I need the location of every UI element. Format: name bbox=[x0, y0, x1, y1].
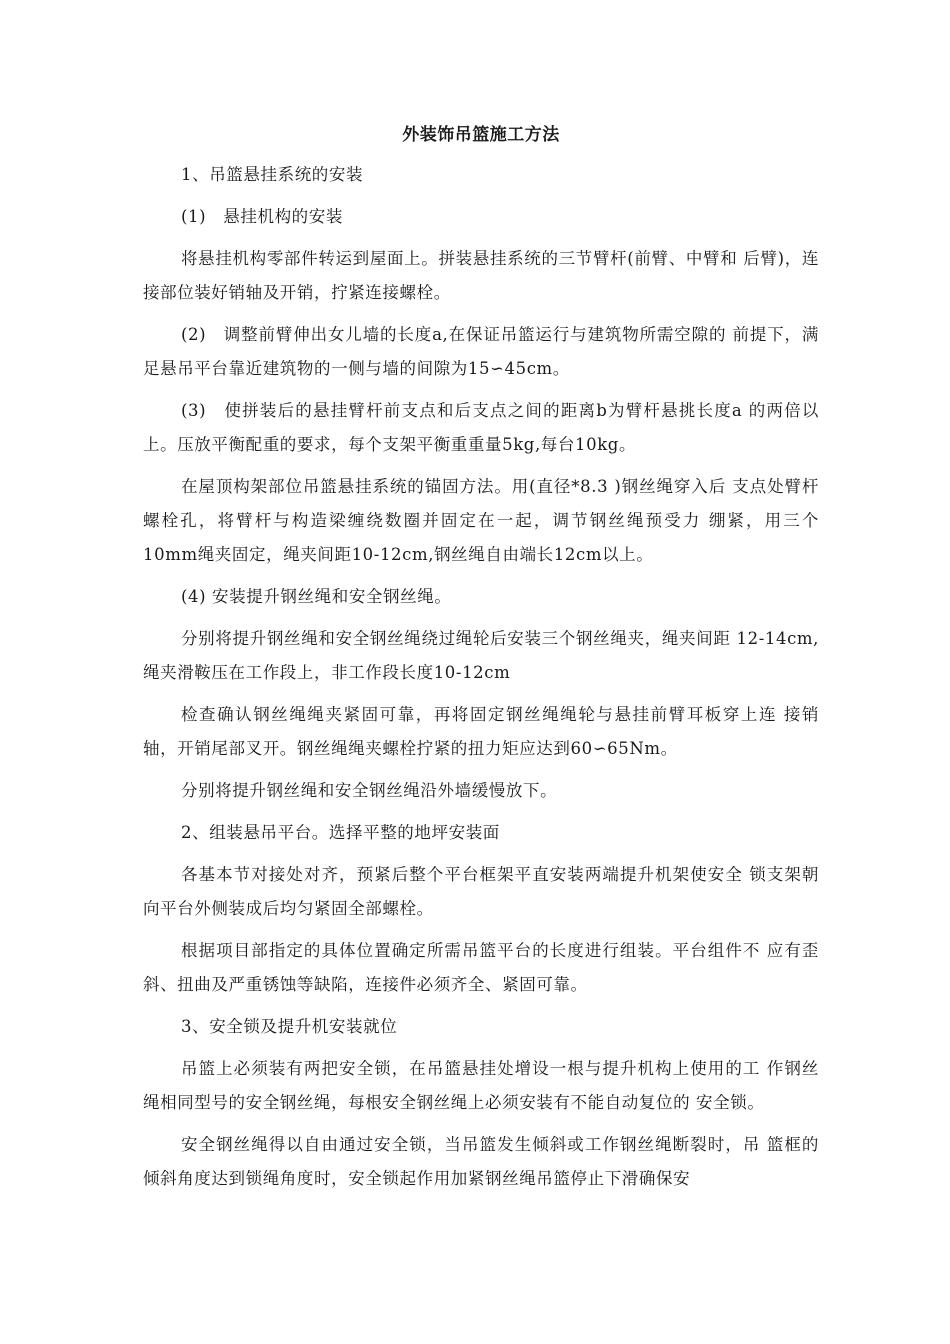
paragraph-safety-rope: 安全钢丝绳得以自由通过安全锁，当吊篮发生倾斜或工作钢丝绳断裂时，吊 篮框的倾斜角度达到锁绳角度时，安全锁起作用加紧钢丝绳吊篮停止下滑确保安 bbox=[143, 1135, 819, 1188]
subsection-heading-1: (1) 悬挂机构的安装 bbox=[181, 207, 343, 226]
paragraph-inspection: 检查确认钢丝绳绳夹紧固可靠，再将固定钢丝绳绳轮与悬挂前臂耳板穿上连 接销轴，开销尾部叉开。钢丝绳绳夹螺栓拧紧的扭力矩应达到60∽65Nm。 bbox=[143, 705, 819, 758]
document-page bbox=[143, 118, 819, 1196]
paragraph-platform-length: 根据项目部指定的具体位置确定所需吊篮平台的长度进行组装。平台组件不 应有歪斜、扭曲及严重锈蚀等缺陷，连接件必须齐全、紧固可靠。 bbox=[143, 941, 819, 994]
paragraph-counterweight: (3) 使拼装后的悬挂臂杆前支点和后支点之间的距离b为臂杆悬挑长度a 的两倍以上。压放平衡配重的要求，每个支架平衡重重量5kg,每台10kg。 bbox=[143, 401, 819, 454]
paragraph-rope-clamps: 分别将提升钢丝绳和安全钢丝绳绕过绳轮后安装三个钢丝绳夹，绳夹间距 12-14cm,绳夹滑鞍压在工作段上，非工作段长度10-12cm bbox=[143, 629, 819, 682]
section-heading-3: 3、安全锁及提升机安装就位 bbox=[181, 1017, 398, 1036]
paragraph-safety-locks: 吊篮上必须装有两把安全锁，在吊篮悬挂处增设一根与提升机构上使用的工 作钢丝绳相同型号的安全钢丝绳，每根安全钢丝绳上必须安装有不能自动复位的 安全锁。 bbox=[143, 1059, 819, 1112]
paragraph-lower-ropes: 分别将提升钢丝绳和安全钢丝绳沿外墙缓慢放下。 bbox=[181, 781, 558, 800]
paragraph-platform-alignment: 各基本节对接处对齐，预紧后整个平台框架平直安装两端提升机架使安全 锁支架朝向平台外侧装成后均匀紧固全部螺栓。 bbox=[143, 865, 819, 918]
paragraph-assembly: 将悬挂机构零部件转运到屋面上。拼装悬挂系统的三节臂杆(前臂、中臂和 后臂)，连接部位装好销轴及开销，拧紧连接螺栓。 bbox=[143, 249, 819, 302]
paragraph-front-arm: (2) 调整前臂伸出女儿墙的长度a,在保证吊篮运行与建筑物所需空隙的 前提下，满足悬吊平台靠近建筑物的一侧与墙的间隙为15∽45cm。 bbox=[143, 325, 819, 378]
section-heading-1: 1、吊篮悬挂系统的安装 bbox=[181, 165, 364, 184]
subsection-heading-4: (4) 安装提升钢丝绳和安全钢丝绳。 bbox=[181, 587, 452, 606]
document-title: 外装饰吊篮施工方法 bbox=[402, 125, 560, 145]
section-heading-2: 2、组装悬吊平台。选择平整的地坪安装面 bbox=[181, 823, 500, 842]
paragraph-anchoring: 在屋顶构架部位吊篮悬挂系统的锚固方法。用(直径*8.3 )钢丝绳穿入后 支点处臂杆螺栓孔，将臂杆与构造梁缠绕数圈并固定在一起，调节钢丝绳预受力 绷紧，用三个10mm绳夹固定，绳夹间距10-12cm,钢丝绳自由端长12cm以上。 bbox=[143, 477, 819, 564]
